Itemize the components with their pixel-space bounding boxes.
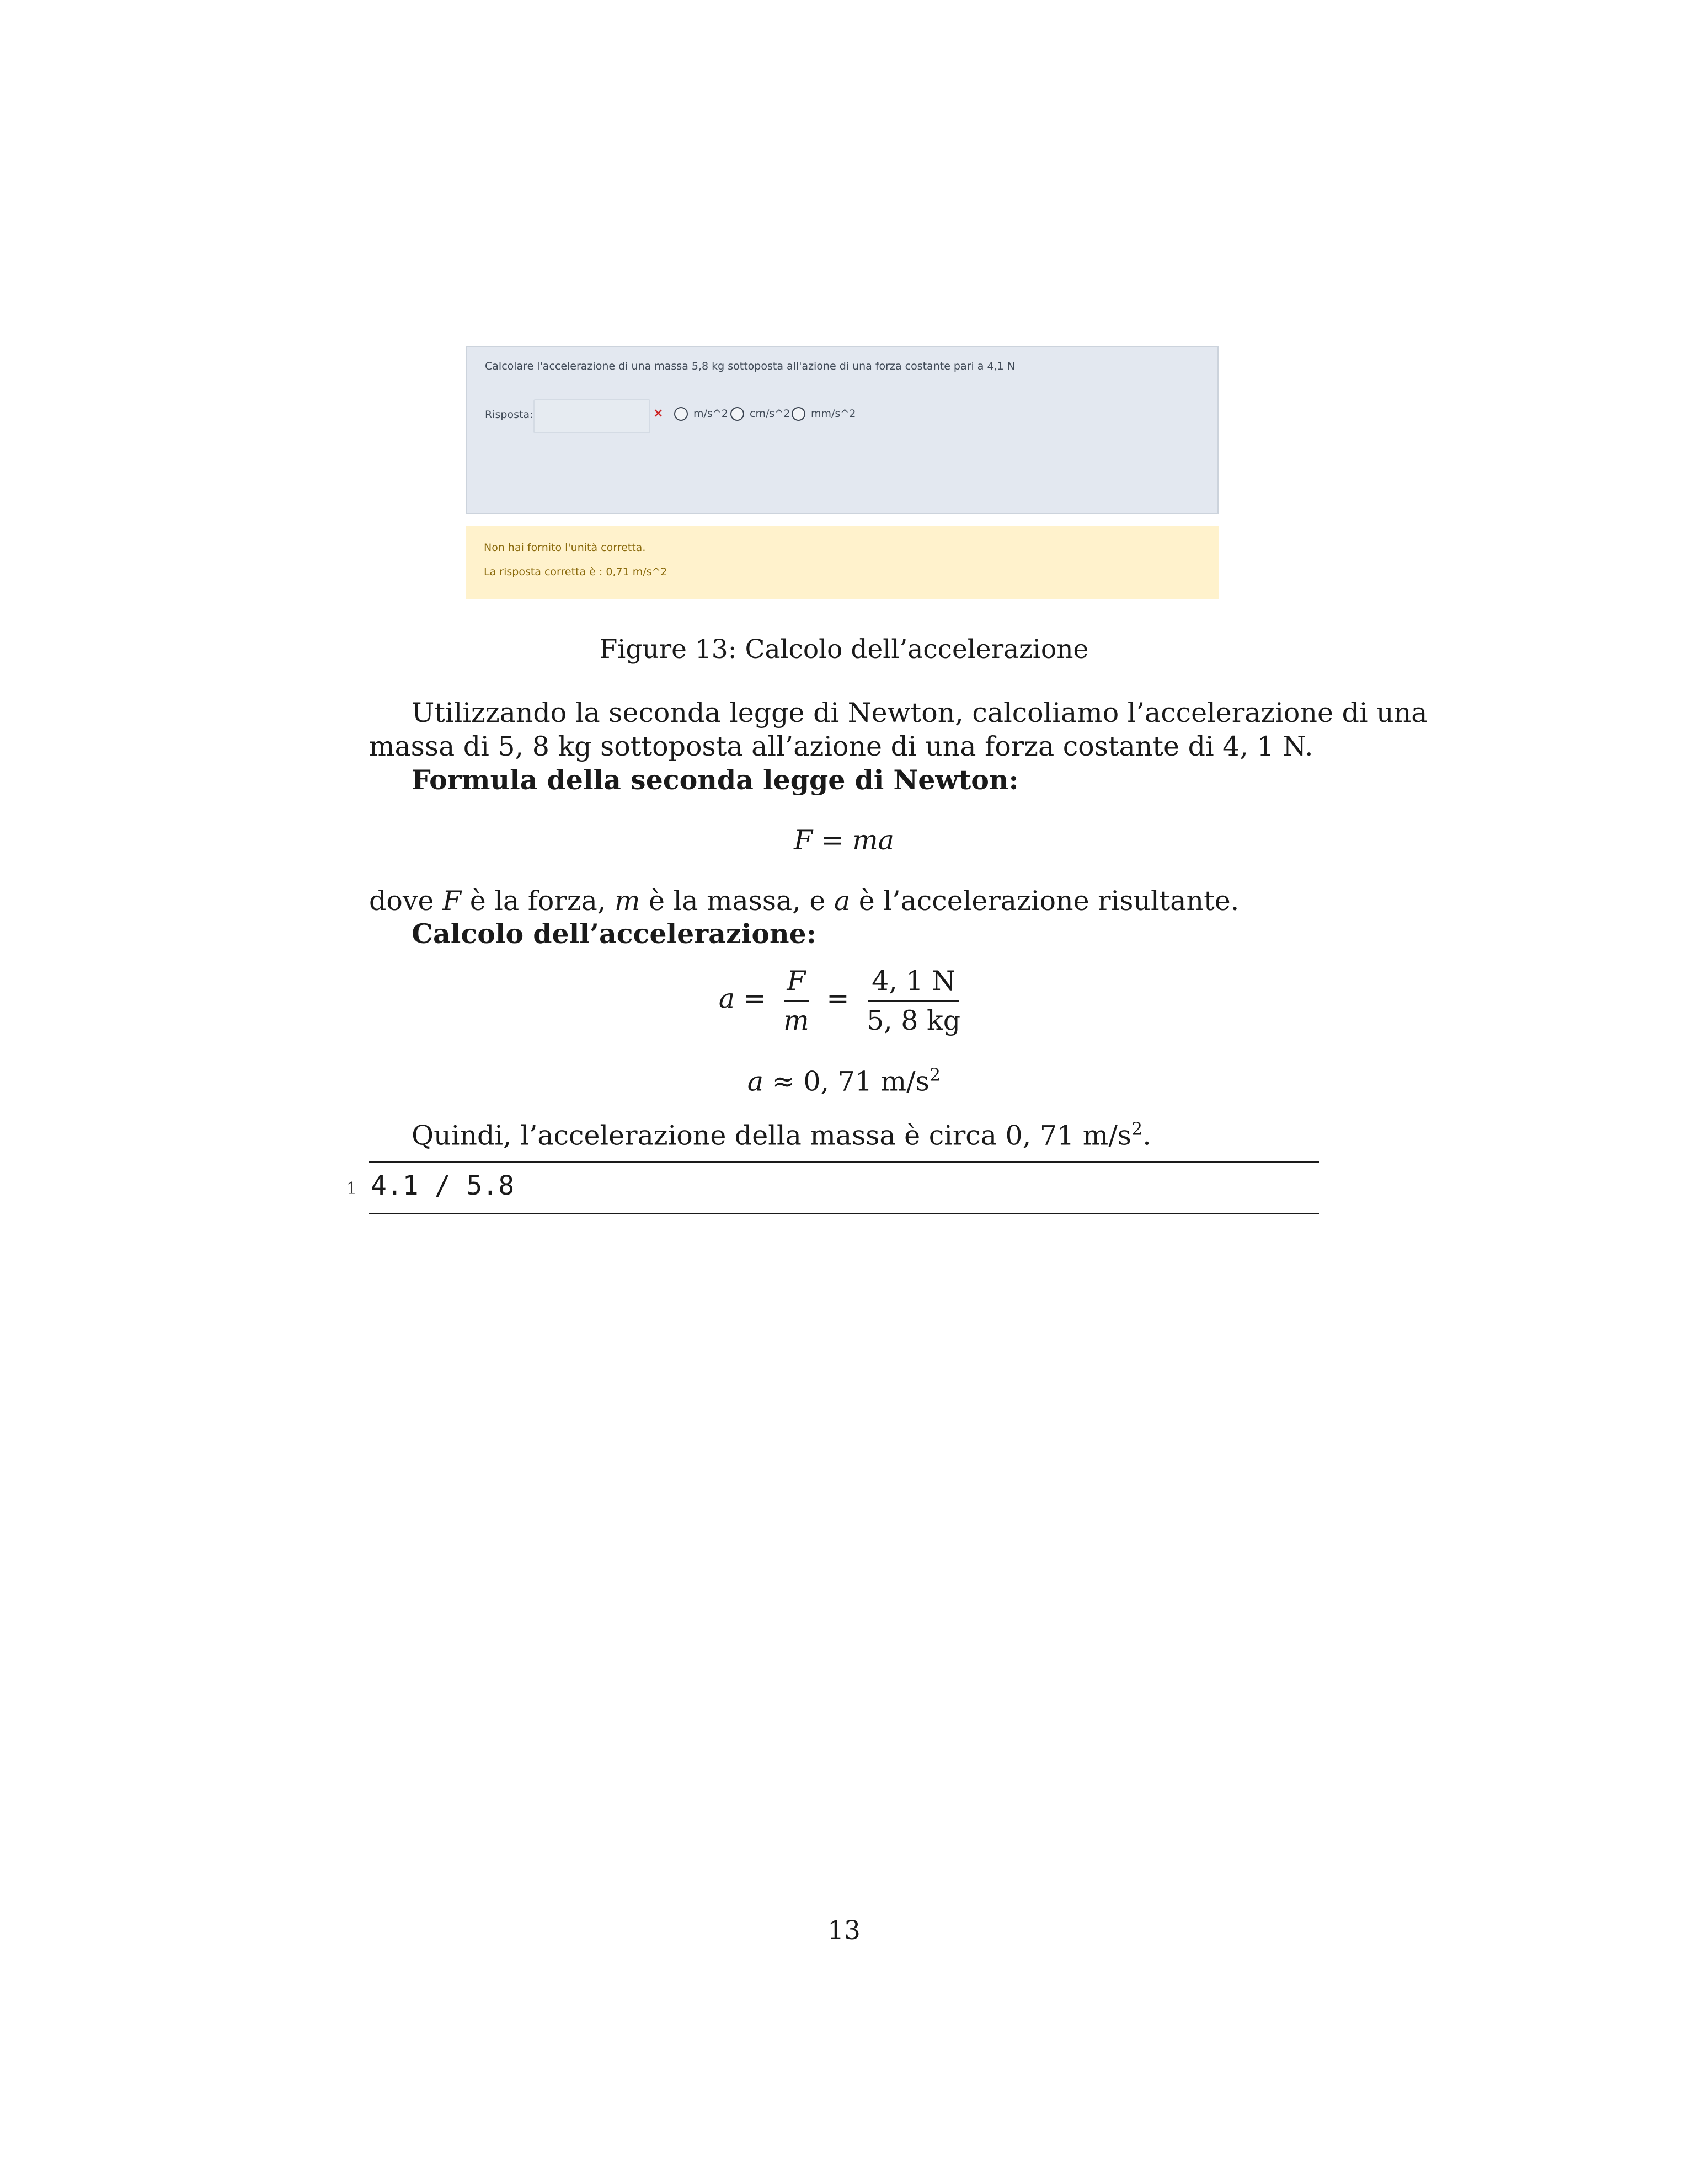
quiz-question-panel (466, 346, 1219, 514)
radio-icon[interactable] (730, 407, 744, 421)
fraction-denominator: 5, 8 kg (866, 1005, 961, 1036)
unit-option-label: cm/s^2 (750, 408, 790, 420)
text-span: Quindi, l’accelerazione della massa è circa 0, 71 m/s (412, 1120, 1131, 1152)
equation-acceleration-fraction (0, 965, 1688, 1036)
result-value: 0, 71 m/s (803, 1066, 930, 1098)
fraction-numerator: F (784, 965, 809, 1002)
fraction-denominator: m (783, 1005, 809, 1036)
text-span: è l’accelerazione risultante. (858, 885, 1240, 917)
text-span: dove (369, 885, 434, 917)
paragraph-definitions (369, 885, 1239, 917)
listing-top-rule (369, 1161, 1319, 1163)
text-span: è la massa, e (649, 885, 826, 917)
eq-sign: = (743, 983, 766, 1014)
question-text: Calcolare l'accelerazione di una massa 5,8 kg sottoposta all'azione di una forza costante pari a 4,1 N (485, 360, 1015, 372)
unit-option-m-s2[interactable] (674, 405, 728, 422)
answer-input[interactable] (533, 399, 650, 433)
var-F: F (442, 885, 462, 917)
feedback-panel (466, 526, 1219, 599)
listing-bottom-rule (369, 1213, 1319, 1214)
text-span: è la forza, (469, 885, 606, 917)
fraction-F-over-m (780, 965, 812, 1036)
heading-calculation: Calcolo dell’accelerazione: (412, 918, 816, 950)
heading-newton-formula: Formula della seconda legge di Newton: (412, 764, 1019, 796)
code-line-number: 1 (346, 1179, 357, 1198)
approx-sign: ≈ (772, 1066, 795, 1098)
fraction-values (863, 965, 964, 1036)
text-span: . (1142, 1120, 1151, 1152)
eq-rhs: ma (852, 825, 894, 856)
conclusion-exponent: 2 (1131, 1118, 1143, 1139)
paragraph-intro-line1: Utilizzando la seconda legge di Newton, calcoliamo l’accelerazione di una (412, 697, 1428, 729)
eq-lhs: a (747, 1066, 764, 1098)
answer-label: Risposta: (485, 409, 533, 421)
unit-option-label: m/s^2 (693, 408, 728, 420)
var-a: a (834, 885, 851, 917)
eq-sign: = (826, 983, 850, 1014)
paragraph-intro-line2: massa di 5, 8 kg sottoposta all’azione di una forza costante di 4, 1 N. (369, 731, 1313, 762)
fraction-numerator: 4, 1 N (868, 965, 959, 1002)
code-line: 4.1 / 5.8 (371, 1170, 515, 1201)
unit-option-label: mm/s^2 (811, 408, 856, 420)
eq-sign: = (821, 825, 844, 856)
eq-lhs: a (718, 983, 735, 1014)
figure-caption: Figure 13: Calcolo dell’accelerazione (599, 634, 1089, 665)
equation-newton (0, 825, 1688, 856)
equation-result (0, 1064, 1688, 1097)
var-m: m (615, 885, 640, 917)
result-exponent: 2 (929, 1064, 941, 1085)
wrong-answer-icon: × (653, 406, 664, 420)
paragraph-conclusion (412, 1118, 1151, 1151)
page-number: 13 (827, 1915, 861, 1946)
unit-option-mm-s2[interactable] (792, 405, 856, 422)
eq-lhs: F (794, 825, 813, 856)
radio-icon[interactable] (674, 407, 688, 421)
feedback-message: Non hai fornito l'unità corretta. (484, 542, 646, 554)
unit-option-cm-s2[interactable] (730, 405, 790, 422)
feedback-correct-answer: La risposta corretta è : 0,71 m/s^2 (484, 566, 667, 578)
radio-icon[interactable] (792, 407, 805, 421)
